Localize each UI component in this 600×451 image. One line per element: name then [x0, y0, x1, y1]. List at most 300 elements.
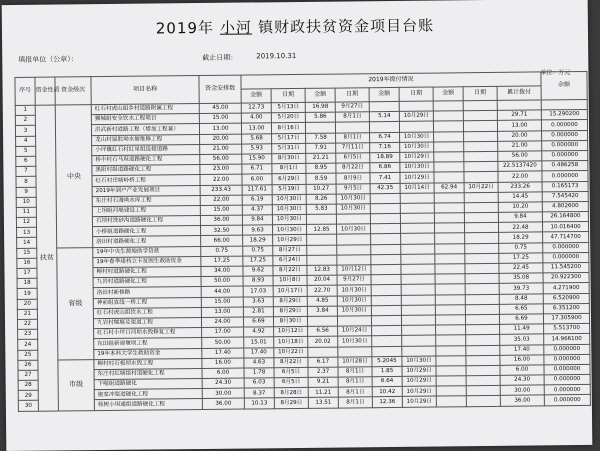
row-seq: 6 [16, 156, 36, 166]
row-cumulative: 14.45 [498, 192, 542, 203]
row-date-1: 10月22日 [274, 347, 308, 358]
row-date-3: 10月29日 [402, 386, 436, 397]
row-balance: 0.000000 [542, 140, 588, 151]
row-project-name: 洪武新村道路工程（增加工程量） [91, 124, 199, 135]
row-project-name: 19年春季建档立卡贫困生救助资金 [93, 256, 201, 267]
row-amount-2: 8.95 [306, 163, 336, 174]
row-amount-3 [369, 122, 399, 133]
row-cumulative: 16.00 [500, 355, 544, 366]
row-amount-3 [370, 224, 400, 235]
row-date-3 [401, 305, 435, 316]
col-date-1: 日期 [271, 88, 305, 102]
row-amount-1: 1.78 [244, 368, 274, 379]
row-amount-1: 8.37 [244, 388, 274, 399]
row-project-name: 九岩村堰塘及渠道工程 [93, 317, 201, 328]
row-seq: 19 [17, 289, 37, 299]
row-project-name: 上坦组河堤建设工程 [92, 205, 200, 216]
row-date-4 [464, 151, 498, 162]
row-amount-1: 6.71 [242, 164, 272, 175]
row-amount-3 [370, 203, 400, 214]
row-arranged: 15.00 [199, 113, 241, 124]
row-date-2: 10月28日 [338, 356, 372, 367]
row-date-3: 10月30日 [400, 162, 434, 173]
row-amount-1: 6.69 [243, 317, 273, 328]
row-balance: 0.000000 [544, 375, 590, 386]
row-amount-4 [434, 213, 464, 224]
row-date-4 [465, 284, 499, 295]
row-date-2: 10月30日 [337, 295, 371, 306]
row-amount-3 [372, 346, 402, 357]
row-cumulative: 20.00 [498, 130, 542, 141]
row-amount-1: 4.37 [242, 205, 272, 216]
row-date-3 [400, 223, 434, 234]
row-balance: 0.000000 [541, 120, 587, 131]
row-seq: 21 [17, 309, 37, 319]
row-seq: 4 [16, 136, 36, 146]
row-project-name: 2019年到户产业发展项目 [92, 185, 200, 196]
row-date-1: 8月27日 [273, 245, 307, 256]
row-date-2: 9月5日 [336, 183, 370, 194]
row-amount-3: 6.74 [370, 132, 400, 143]
row-balance: 17.305900 [543, 313, 589, 324]
row-amount-2 [307, 235, 337, 246]
row-cumulative: 11.49 [500, 324, 544, 335]
row-cumulative: 30.00 [500, 385, 544, 396]
row-seq: 28 [18, 380, 38, 390]
row-date-2: 8月1日 [335, 112, 369, 123]
row-balance: 0.000000 [543, 252, 589, 263]
col-cumulative: 累计拨付 [497, 86, 541, 100]
row-amount-3: 6.86 [370, 163, 400, 174]
row-date-1: 8月16日 [271, 123, 305, 134]
row-amount-1: 0.75 [243, 245, 273, 256]
row-date-1: 6月24日 [273, 255, 307, 266]
row-date-2: 8月22日 [336, 163, 370, 174]
row-amount-2: 16.98 [305, 102, 335, 113]
row-seq: 20 [17, 299, 37, 309]
row-amount-4 [435, 284, 465, 295]
row-date-3 [401, 274, 435, 285]
row-date-2 [337, 255, 371, 266]
row-project-name: 东庄村红塘组村道硬化工程 [94, 368, 202, 379]
row-date-4 [463, 111, 497, 122]
row-cumulative: 6.69 [499, 314, 543, 325]
row-amount-2: 7.91 [306, 143, 336, 154]
row-amount-1: 5.93 [242, 144, 272, 155]
row-seq: 1 [15, 105, 35, 115]
row-date-1: 10月12日 [274, 327, 308, 338]
row-date-4 [465, 253, 499, 264]
col-date-2: 日期 [335, 88, 369, 102]
title-year: 2019年 [155, 18, 215, 38]
row-date-2: 8月9日 [336, 173, 370, 184]
row-date-3: 10月29日 [402, 376, 436, 387]
row-balance: 6.351200 [543, 303, 589, 314]
row-cumulative [497, 100, 541, 111]
row-amount-4 [434, 203, 464, 214]
row-date-2: 10月30日 [336, 204, 370, 215]
row-amount-4 [434, 223, 464, 234]
row-amount-1: 13.00 [241, 123, 271, 134]
row-balance: 0.000000 [544, 364, 590, 375]
page-title [2, 13, 588, 40]
row-balance: 0.165173 [542, 181, 588, 192]
row-amount-4 [434, 162, 464, 173]
row-date-4 [464, 223, 498, 234]
row-date-1: 8月22日 [274, 357, 308, 368]
row-cumulative: 21.00 [498, 141, 542, 152]
row-arranged: 233.43 [200, 185, 242, 196]
row-seq: 15 [17, 248, 37, 258]
row-date-2: 9月27日 [337, 275, 371, 286]
row-date-2: 8月1日 [338, 367, 372, 378]
row-amount-4 [434, 192, 464, 203]
row-amount-4 [435, 233, 465, 244]
row-project-name: 东田组新建堰坝工程 [94, 338, 202, 349]
row-amount-2: 6.17 [308, 357, 338, 368]
row-amount-1: 4.00 [241, 113, 271, 124]
row-cumulative: 13.00 [497, 120, 541, 131]
row-amount-2: 20.04 [307, 275, 337, 286]
row-balance: 0.000000 [544, 344, 590, 355]
row-seq: 26 [18, 360, 38, 370]
row-balance: 0.000000 [542, 130, 588, 141]
col-seq: 序号 [15, 77, 35, 105]
row-seq: 9 [16, 187, 36, 197]
row-date-3: 10月29日 [399, 111, 433, 122]
row-project-name: 红石村小坪口河坝水毁修复工程 [94, 328, 202, 339]
row-amount-3 [371, 275, 401, 286]
ledger-table [14, 71, 590, 412]
row-amount-2: 8.26 [306, 194, 336, 205]
row-amount-4 [434, 172, 464, 183]
row-date-3: 10月30日 [400, 142, 434, 153]
row-cumulative: 22.48 [498, 222, 542, 233]
row-amount-3 [371, 254, 401, 265]
row-amount-3 [372, 326, 402, 337]
row-amount-3: 18.89 [370, 152, 400, 163]
row-date-1: 10月30日 [272, 225, 306, 236]
row-amount-3 [371, 305, 401, 316]
row-cumulative: 17.40 [500, 344, 544, 355]
row-amount-3: 12.36 [372, 397, 402, 408]
row-balance: 14.966100 [544, 334, 590, 345]
row-arranged: 17.40 [202, 348, 244, 359]
row-balance: 6.520900 [543, 293, 589, 304]
row-amount-1: 9.84 [242, 215, 272, 226]
row-project-name: 施家冲渠道硬化工程 [94, 389, 202, 400]
row-seq: 23 [18, 329, 38, 339]
row-amount-1: 10.13 [244, 398, 274, 409]
row-arranged: 24.30 [202, 378, 244, 389]
row-date-3: 10月30日 [402, 356, 436, 367]
row-project-name: 东庄村石漫坳水库工程 [92, 195, 200, 206]
row-amount-4 [436, 345, 466, 356]
row-cumulative: 35.08 [499, 273, 543, 284]
row-date-1: 8月29日 [274, 398, 308, 409]
row-arranged: 13.00 [201, 307, 243, 318]
row-date-3 [401, 315, 435, 326]
row-date-3: 10月29日 [400, 172, 434, 183]
row-amount-4 [436, 386, 466, 397]
row-cumulative: 29.71 [497, 110, 541, 121]
row-amount-4 [433, 111, 463, 122]
title-town: 小河 [219, 18, 253, 37]
row-date-2: 10月24日 [338, 326, 372, 337]
row-project-name: 杨树小坦通组道路硬化工程 [94, 399, 202, 410]
row-amount-4 [433, 121, 463, 132]
row-arranged: 36.00 [200, 215, 242, 226]
row-balance: 0.000000 [544, 354, 590, 365]
row-amount-1: 6.00 [242, 174, 272, 185]
row-date-3 [400, 203, 434, 214]
row-amount-2: 2.37 [308, 367, 338, 378]
row-arranged: 50.00 [201, 276, 243, 287]
row-date-4 [466, 375, 500, 386]
row-balance: 0.000000 [542, 171, 588, 182]
row-date-3 [401, 295, 435, 306]
row-project-name: 龙山村屋腔坳水塘维修工程 [92, 134, 200, 145]
row-amount-1: 17.40 [244, 347, 274, 358]
row-amount-4 [434, 142, 464, 153]
row-date-1: 8月28日 [274, 388, 308, 399]
row-date-1: 8月30日 [273, 316, 307, 327]
row-cumulative: 56.00 [498, 151, 542, 162]
row-date-4 [463, 100, 497, 111]
row-arranged: 15.00 [201, 297, 243, 308]
col-project: 项目名称 [91, 76, 199, 105]
row-arranged: 45.00 [199, 103, 241, 114]
row-amount-4 [435, 315, 465, 326]
row-amount-3: 1.85 [372, 366, 402, 377]
row-date-2: 8月1日 [338, 397, 372, 408]
row-amount-1: 4.63 [244, 357, 274, 368]
row-project-name: 红石村岳塘岭桥工程 [92, 175, 200, 186]
row-cumulative: 9.84 [498, 212, 542, 223]
row-date-1: 6月5日 [274, 367, 308, 378]
row-cumulative: 24.30 [500, 375, 544, 386]
row-project-name: 洛田村道路硬化工程 [93, 236, 201, 247]
row-amount-1: 17.03 [243, 286, 273, 297]
row-date-2: 8月1日 [338, 387, 372, 398]
row-balance [541, 99, 587, 110]
row-arranged: 32.50 [201, 225, 243, 236]
row-amount-1: 6.03 [244, 378, 274, 389]
row-amount-2: 5.86 [305, 112, 335, 123]
row-date-4 [466, 325, 500, 336]
row-date-2 [337, 244, 371, 255]
row-cumulative: 18.29 [499, 232, 543, 243]
row-arranged: 44.00 [201, 286, 243, 297]
col-amount-3: 金额 [369, 87, 399, 101]
row-amount-4 [434, 131, 464, 142]
row-project-name: 九岩村道路硬化工程 [93, 277, 201, 288]
row-amount-2: 21.21 [306, 153, 336, 164]
date-label: 截止日期： [202, 53, 238, 62]
row-amount-2: 4.85 [307, 296, 337, 307]
row-balance: 15.290200 [541, 110, 587, 121]
row-date-2: 10月30日 [337, 305, 371, 316]
row-amount-1: 5.68 [242, 133, 272, 144]
row-amount-4 [435, 243, 465, 254]
row-arranged: 23.00 [200, 164, 242, 175]
row-amount-1: 15.01 [244, 337, 274, 348]
row-project-name: 洛田村新修路 [93, 287, 201, 298]
col-level: 资金级次 [55, 77, 91, 105]
row-cumulative: 39.73 [499, 283, 543, 294]
row-amount-1: 9.63 [243, 225, 273, 236]
row-amount-1: 18.29 [243, 235, 273, 246]
row-date-3: 10月30日 [400, 132, 434, 143]
row-project-name: 桥丰村石马坦道路硬化工程 [92, 154, 200, 165]
row-arranged: 36.00 [202, 398, 244, 409]
row-amount-2 [307, 255, 337, 266]
row-seq: 7 [16, 166, 36, 176]
row-date-1: 8月22日 [273, 265, 307, 276]
row-balance: 7.545420 [542, 191, 588, 202]
row-date-1: 5月17日 [272, 133, 306, 144]
row-date-1: 8月29日 [273, 306, 307, 317]
row-date-3: 10月29日 [400, 152, 434, 163]
row-date-4 [465, 274, 499, 285]
row-amount-3: 7.16 [370, 142, 400, 153]
row-project-name: 小坪镇红石村红星组连接道路 [92, 144, 200, 155]
row-date-1: 10月29日 [273, 235, 307, 246]
col-balance: 余额 [541, 71, 587, 99]
row-amount-1: 2.81 [243, 307, 273, 318]
row-amount-2: 8.59 [306, 173, 336, 184]
row-date-4 [463, 121, 497, 132]
row-date-2: 10月30日 [337, 285, 371, 296]
row-balance: 47.714700 [543, 232, 589, 243]
row-seq: 3 [15, 126, 35, 136]
nature-cell: 扶贫 [35, 105, 58, 411]
ledger-sheet [2, 0, 593, 451]
row-date-2: 10月30日 [336, 193, 370, 204]
row-date-3 [401, 254, 435, 265]
row-date-1: 8月29日 [273, 296, 307, 307]
level-cell-central: 中央 [55, 105, 92, 248]
row-amount-2: 20.02 [308, 336, 338, 347]
row-seq: 5 [16, 146, 36, 156]
row-amount-2: 5.83 [306, 204, 336, 215]
row-date-2 [337, 316, 371, 327]
row-amount-4: 62.94 [434, 182, 464, 193]
row-project-name: 19年中央生源地助学贷款 [93, 246, 201, 257]
row-date-4 [465, 243, 499, 254]
row-amount-3 [369, 101, 399, 112]
row-balance: 0.486258 [542, 161, 588, 172]
row-date-4 [464, 212, 498, 223]
row-balance: 0.000000 [544, 385, 590, 396]
row-date-1: 5月31日 [272, 143, 306, 154]
row-date-2: 6月5日 [336, 153, 370, 164]
ledger-body [15, 99, 590, 411]
row-amount-4 [433, 101, 463, 112]
row-date-4 [464, 162, 498, 173]
row-project-name: 狮城组安全饮水工程项目 [91, 114, 199, 125]
row-cumulative: 0.75 [499, 243, 543, 254]
row-amount-3 [370, 193, 400, 204]
row-arranged: 24.00 [201, 317, 243, 328]
row-project-name: 石坝村洗砂沟道路硬化工程 [92, 216, 200, 227]
row-cumulative: 22.45 [499, 263, 543, 274]
title-suffix: 镇财政扶贫资金项目台账 [257, 16, 435, 37]
row-amount-1: 15.90 [242, 154, 272, 165]
row-arranged: 6.00 [202, 368, 244, 379]
row-amount-3: 5.2045 [372, 356, 402, 367]
row-balance: 4.802600 [542, 201, 588, 212]
row-arranged: 56.00 [200, 154, 242, 165]
row-date-4 [465, 294, 499, 305]
col-amount-1: 金额 [241, 89, 271, 103]
row-seq: 29 [18, 390, 38, 400]
row-date-4: 10月22日 [464, 182, 498, 193]
row-date-4 [466, 355, 500, 366]
row-date-4 [465, 304, 499, 315]
row-date-4 [466, 365, 500, 376]
row-amount-1: 17.25 [243, 256, 273, 267]
row-date-3: 10月29日 [402, 366, 436, 377]
row-amount-3: 10.42 [372, 387, 402, 398]
row-date-2 [337, 234, 371, 245]
row-date-4 [466, 345, 500, 356]
row-seq: 22 [17, 319, 37, 329]
row-date-1: 10月30日 [272, 204, 306, 215]
col-nature: 资金性质 [35, 77, 55, 105]
row-date-1: 5月20日 [271, 113, 305, 124]
row-date-4 [464, 192, 498, 203]
row-seq: 27 [18, 370, 38, 380]
row-date-4 [464, 131, 498, 142]
row-seq: 10 [16, 197, 36, 207]
row-date-1: 5月13日 [271, 102, 305, 113]
row-arranged: 21.00 [200, 144, 242, 155]
row-arranged: 15.00 [200, 205, 242, 216]
row-project-name: 柳村村道路硬化工程 [93, 267, 201, 278]
row-date-2 [335, 122, 369, 133]
row-date-3 [399, 121, 433, 132]
row-balance: 11.545200 [543, 262, 589, 273]
row-date-1: 10月30日 [272, 194, 306, 205]
row-date-3 [399, 101, 433, 112]
row-date-3 [402, 335, 436, 346]
row-amount-3 [371, 244, 401, 255]
row-date-2: 8月1日 [338, 377, 372, 388]
row-amount-2: 6.56 [308, 326, 338, 337]
row-date-2: 7月11日 [336, 142, 370, 153]
row-cumulative: 22.00 [498, 171, 542, 182]
row-amount-1: 9.62 [243, 266, 273, 277]
row-balance: 0.000000 [544, 395, 590, 406]
row-date-3 [401, 284, 435, 295]
row-date-4 [466, 386, 500, 397]
row-amount-2: 22.70 [307, 285, 337, 296]
col-amount-2: 金额 [305, 88, 335, 102]
row-amount-4 [436, 325, 466, 336]
row-arranged: 50.00 [202, 337, 244, 348]
row-date-3: 10月14日 [400, 183, 434, 194]
row-amount-2: 12.85 [306, 224, 336, 235]
row-date-2: 8月1日 [336, 132, 370, 143]
col-amount-4: 金额 [433, 87, 463, 101]
row-arranged: 30.00 [202, 388, 244, 399]
row-amount-4 [434, 152, 464, 163]
row-project-name: 下喔组道路硬化 [94, 379, 202, 390]
row-cumulative: 6.00 [500, 365, 544, 376]
row-amount-2: 3.84 [307, 306, 337, 317]
row-date-4 [464, 172, 498, 183]
